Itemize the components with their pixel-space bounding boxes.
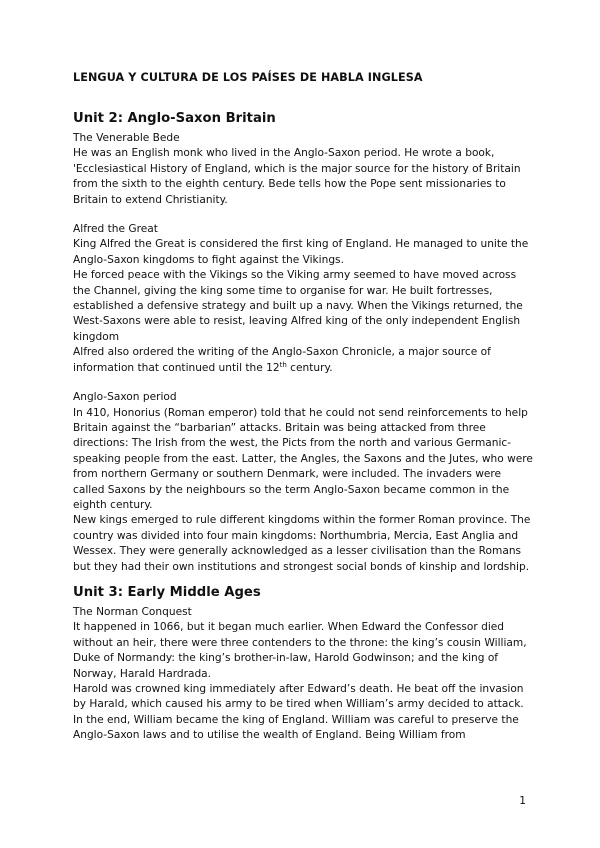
section-title-bede: The Venerable Bede <box>73 132 180 144</box>
document-title: LENGUA Y CULTURA DE LOS PAÍSES DE HABLA INGLESA <box>73 71 423 84</box>
ordinal-superscript: th <box>279 360 287 369</box>
paragraph-norman-1: It happened in 1066, but it began much earlier. When Edward the Confessor died without an heir, there were three contenders to the throne: the king’s cousin William, Duke of Normandy: the king’s brother-in-law, Harold Godwinson; and the king of Norway, Harald Hardrada. <box>73 621 527 680</box>
unit-3-heading: Unit 3: Early Middle Ages <box>73 584 261 600</box>
section-title-alfred: Alfred the Great <box>73 223 158 236</box>
paragraph-alfred-1: King Alfred the Great is considered the first king of England. He managed to unite the Anglo-Saxon kingdoms to fight against the Vikings. <box>73 238 529 266</box>
paragraph-period-1: In 410, Honorius (Roman emperor) told that he could not send reinforcements to help Britain against the “barbarian” attacks. Britain was being attacked from three directions: The Irish from the west, the Picts from the north and various Germanic-speaking people from the east. Latter, the Angles, the Saxons and the Jutes, who were from northern Germany or southern Denmark, were included. The invaders were called Saxons by the neighbours so the term Anglo-Saxon became common in the eighth century. <box>73 406 533 511</box>
paragraph-period-2: New kings emerged to rule different kingdoms within the former Roman province. The country was divided into four main kingdoms: Northumbria, Mercia, East Anglia and Wessex. They were generally acknowledged as a lesser civilisation than the Romans but they had their own institutions and strongest social bonds of kinship and lordship. <box>73 514 531 573</box>
paragraph-alfred-3 <box>73 345 535 376</box>
paragraph-alfred-2: He forced peace with the Vikings so the Viking army seemed to have moved across the Channel, giving the king some time to organise for war. He built fortresses, established a defensive strategy and built up a navy. When the Vikings returned, the West-Saxons were able to resist, leaving Alfred king of the only independent English kingdom <box>73 269 523 343</box>
section-title-anglo-saxon-period: Anglo-Saxon period <box>73 391 177 404</box>
page-number: 1 <box>519 795 526 807</box>
unit-2-heading: Unit 2: Anglo-Saxon Britain <box>73 111 276 126</box>
document-page <box>73 70 535 744</box>
section-title-norman-conquest: The Norman Conquest <box>73 605 192 618</box>
paragraph-norman-2: Harold was crowned king immediately after Edward’s death. He beat off the invasion by Harald, which caused his army to be tired when William’s army decided to attack. <box>73 683 524 711</box>
alfred-3-tail: century. <box>286 361 333 374</box>
paragraph-bede: He was an English monk who lived in the Anglo-Saxon period. He wrote a book, 'Ecclesiastical History of England, which is the major source for the history of Britain from the sixth to the eighth century. Bede tells how the Pope sent missionaries to Britain to extend Christianity. <box>73 147 521 206</box>
paragraph-norman-3: In the end, William became the king of England. William was careful to preserve the Anglo-Saxon laws and to utilise the wealth of England. Being William from <box>73 713 519 742</box>
alfred-3-text: Alfred also ordered the writing of the Anglo-Saxon Chronicle, a major source of information that continued until the 12 <box>73 346 491 374</box>
